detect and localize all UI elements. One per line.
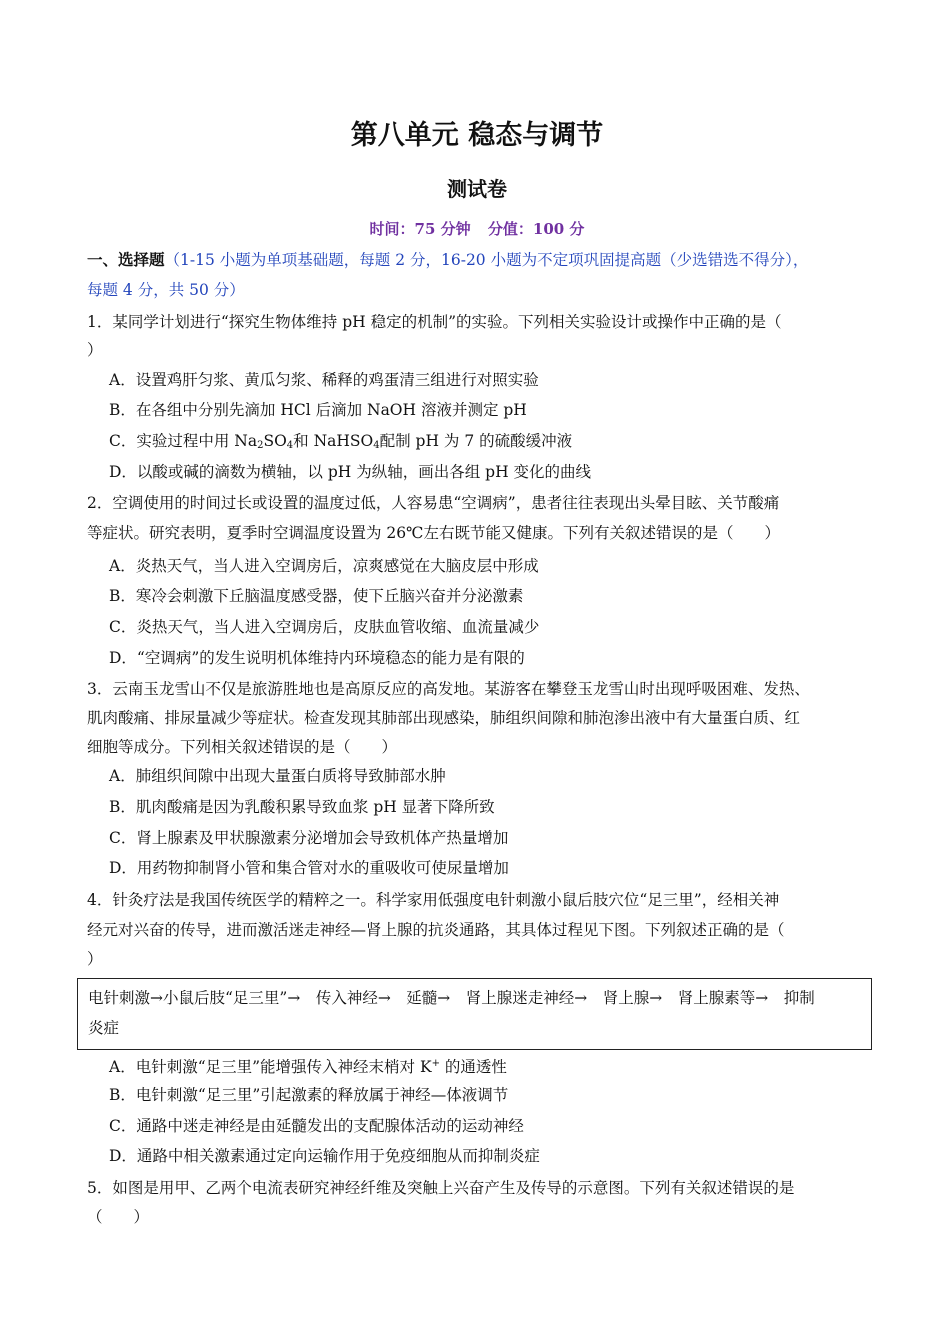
q2-stem-cont: 等症状。研究表明，夏季时空调温度设置为 26℃左右既节能又健康。下列有关叙述错误的是（ ） [87,524,780,542]
q4-stem-cont2: ） [87,950,103,968]
q1-option-d: D．以酸或碱的滴数为横轴，以 pH 为纵轴，画出各组 pH 变化的曲线 [109,463,592,481]
q3-stem-cont: 肌肉酸痛、排尿量减少等症状。检查发现其肺部出现感染，肺组织间隙和肺泡渗出液中有大量蛋白质、红 [87,709,801,727]
q3-stem-cont2: 细胞等成分。下列相关叙述错误的是（ ） [87,738,398,756]
exam-meta [87,218,867,239]
section-label: 一、选择题 [87,250,165,269]
page-title: 第八单元 稳态与调节 [350,120,604,151]
q4-stem: 4．针灸疗法是我国传统医学的精粹之一。科学家用低强度电针刺激小鼠后肢穴位“足三里”，经相关神 [87,891,780,909]
section-note-cont: 每题 4 分，共 50 分） [87,281,245,299]
q2-option-b: B．寒冷会刺激下丘脑温度感受器，使下丘脑兴奋并分泌激素 [109,587,524,605]
section-note: （1-15 小题为单项基础题，每题 2 分，16-20 小题为不定项巩固提高题（少选错选不得分）， [164,251,809,269]
q4-option-c: C．通路中迷走神经是由延髓发出的支配腺体活动的运动神经 [109,1117,524,1135]
q2-option-c: C．炎热天气，当人进入空调房后，皮肤血管收缩、血流量减少 [109,618,540,636]
page-subtitle: 测试卷 [447,177,507,201]
q3-option-a: A．肺组织间隙中出现大量蛋白质将导致肺部水肿 [109,767,446,785]
q3-stem: 3．云南玉龙雪山不仅是旅游胜地也是高原反应的高发地。某游客在攀登玉龙雪山时出现呼吸困难、发热、 [87,680,810,698]
exam-time: 时间：75 分钟 [369,220,471,238]
q3-option-c: C．肾上腺素及甲状腺激素分泌增加会导致机体产热量增加 [109,829,509,847]
q1-stem: 1．某同学计划进行“探究生物体维持 pH 稳定的机制”的实验。下列相关实验设计或操作中正确的是（ [87,313,782,331]
q3-option-d: D．用药物抑制肾小管和集合管对水的重吸收可使尿量增加 [109,859,509,877]
q2-option-d: D．“空调病”的发生说明机体维持内环境稳态的能力是有限的 [109,649,525,667]
q1-option-b: B．在各组中分别先滴加 HCl 后滴加 NaOH 溶液并测定 pH [109,401,527,419]
q1-option-c: C．实验过程中用 $Na_2SO_4$和 NaHSO$_4$配制 pH 为 7 的硫酸缓冲液 [109,432,573,451]
q5-stem: 5．如图是用甲、乙两个电流表研究神经纤维及突触上兴奋产生及传导的示意图。下列有关叙述错误的是 [87,1179,795,1197]
q1-option-a: A．设置鸡肝匀浆、黄瓜匀浆、稀释的鸡蛋清三组进行对照实验 [109,371,539,389]
section-heading [87,250,808,270]
q4-option-a: A．电针刺激“足三里”能增强传入神经末梢对 K+ 的通透性 [109,1058,507,1076]
q5-stem-cont: （ ） [87,1208,150,1226]
exam-score: 分值：100 分 [487,220,585,238]
q4-pathway-line1: 电针刺激→小鼠后肢“足三里”→ 传入神经→ 延髓→ 肾上腺迷走神经→ 肾上腺→ 肾上腺素等→ 抑制 [88,989,815,1007]
q3-option-b: B．肌肉酸痛是因为乳酸积累导致血浆 pH 显著下降所致 [109,798,495,816]
q4-stem-cont: 经元对兴奋的传导，进而激活迷走神经—肾上腺的抗炎通路，其具体过程见下图。下列叙述正确的是（ [87,921,785,939]
q1-stem-cont: ） [87,341,103,359]
q4-option-b: B．电针刺激“足三里”引起激素的释放属于神经—体液调节 [109,1086,509,1104]
q4-option-d: D．通路中相关激素通过定向运输作用于免疫细胞从而抑制炎症 [109,1147,540,1165]
q2-stem: 2．空调使用的时间过长或设置的温度过低，人容易患“空调病”，患者往往表现出头晕目眩、关节酸痛 [87,494,780,512]
q2-option-a: A．炎热天气，当人进入空调房后，凉爽感觉在大脑皮层中形成 [109,557,539,575]
q4-pathway-box [77,978,872,1050]
q4-pathway-line2: 炎症 [88,1019,120,1037]
